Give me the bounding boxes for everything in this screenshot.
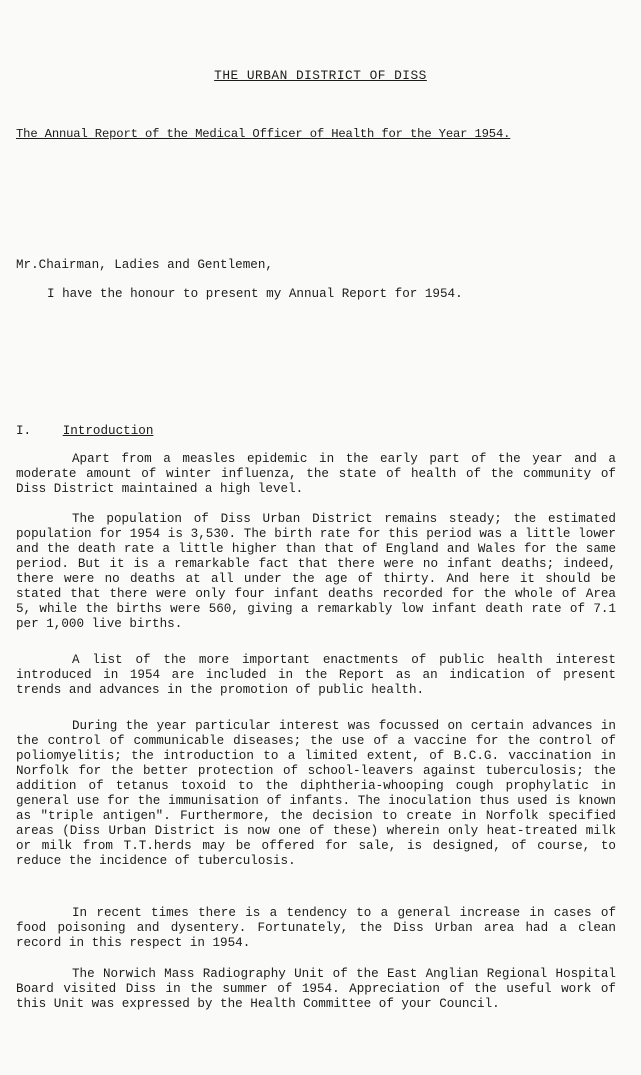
opening-sentence: I have the honour to present my Annual Report for 1954.: [47, 287, 463, 301]
paragraph-text: During the year particular interest was focussed on certain advances in the control of communicable diseases; the use of a vaccine for the control of poliomyelitis; the introduction to a limited extent, of B.C.G. vaccination in Norfolk for the better protection of school-leavers against tuberculosis; the addition of tetanus toxoid to the diphtheria-whooping cough prophylatic in general use for the immunisation of infants. The inoculation thus used is known as "triple antigen". Furthermore, the decision to create in Norfolk specified areas (Diss Urban District is now one of these) wherein only heat-treated milk or milk from T.T.herds may be offered for sale, is designed, of course, to reduce the incidence of tuberculosis.: [16, 719, 616, 868]
section-number: I.: [16, 424, 32, 438]
paragraph-food-poisoning: [16, 906, 616, 951]
paragraph-text: Apart from a measles epidemic in the early part of the year and a moderate amount of winter influenza, the state of health of the community of Diss District maintained a high level.: [16, 452, 616, 496]
section-title: Introduction: [62, 424, 154, 438]
paragraph-text: In recent times there is a tendency to a general increase in cases of food poisoning and dysentery. Fortunately, the Diss Urban area had a clean record in this respect in 1954.: [16, 906, 616, 950]
paragraph-text: The Norwich Mass Radiography Unit of the East Anglian Regional Hospital Board visited Diss in the summer of 1954. Appreciation of the useful work of this Unit was expressed by the Health Committee of your Council.: [16, 967, 616, 1011]
paragraph-enactments: [16, 653, 616, 698]
paragraph-radiography: [16, 967, 616, 1012]
paragraph-population: [16, 512, 616, 632]
report-title: The Annual Report of the Medical Officer of Health for the Year 1954.: [16, 127, 511, 141]
salutation: Mr.Chairman, Ladies and Gentlemen,: [16, 258, 273, 272]
paragraph-text: A list of the more important enactments of public health interest introduced in 1954 are included in the Report as an indication of present trends and advances in the promotion of public health.: [16, 653, 616, 697]
paragraph-communicable-diseases: [16, 719, 616, 869]
paragraph-measles: [16, 452, 616, 497]
paragraph-text: The population of Diss Urban District remains steady; the estimated population for 1954 is 3,530. The birth rate for this period was a little lower and the death rate a little higher than that of England and Wales for the same period. But it is a remarkable fact that there were no infant deaths; indeed, there were no deaths at all under the age of thirty. And here it should be stated that there were only four infant deaths recorded for the whole of Area 5, while the births were 560, giving a remarkably low infant death rate of 7.1 per 1,000 live births.: [16, 512, 616, 631]
district-heading: THE URBAN DISTRICT OF DISS: [214, 68, 427, 83]
section-heading: [16, 424, 153, 438]
